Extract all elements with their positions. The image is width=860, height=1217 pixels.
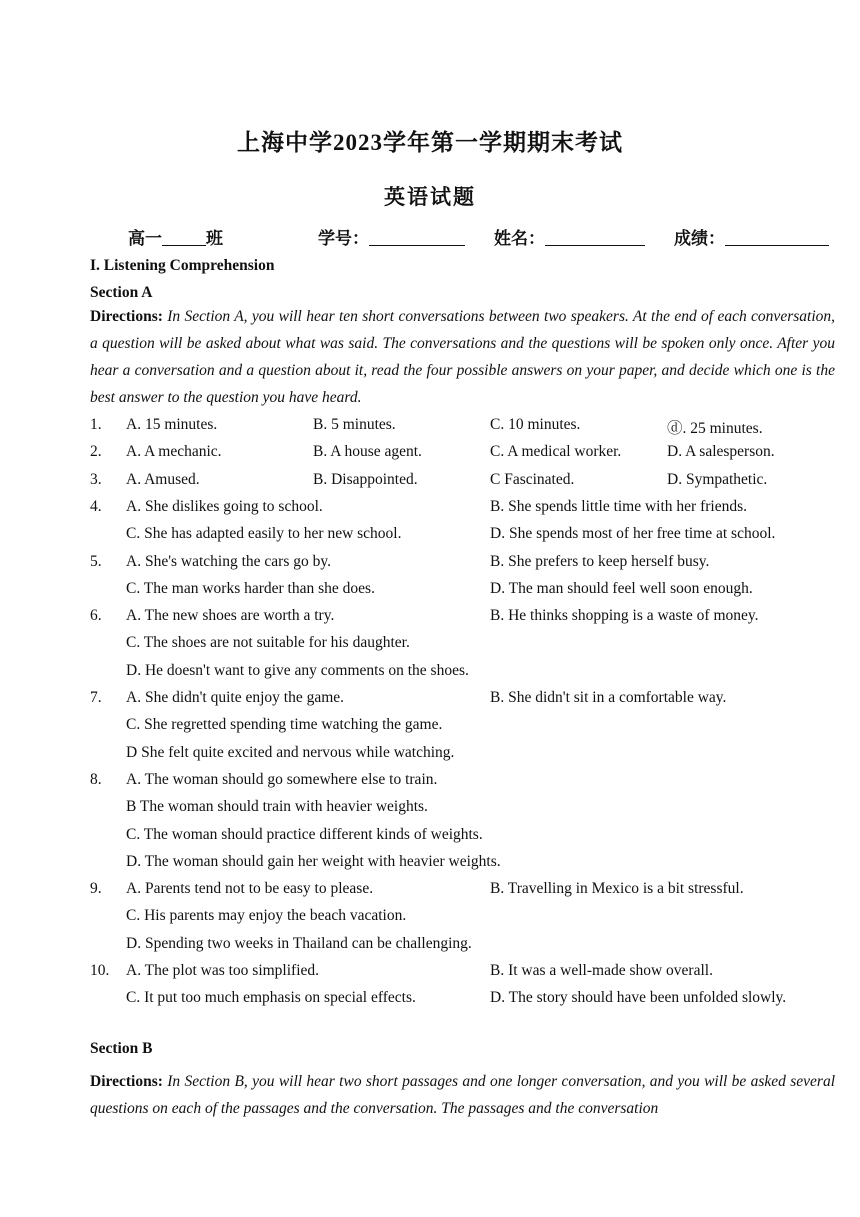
answer-option: A. The new shoes are worth a try.	[126, 607, 335, 625]
answer-option: D. A salesperson.	[667, 443, 775, 461]
answer-option: B. Disappointed.	[313, 470, 418, 488]
question-row	[0, 607, 860, 634]
question-row	[0, 744, 860, 771]
question-row	[0, 962, 860, 989]
answer-option: C. His parents may enjoy the beach vacation.	[126, 907, 407, 925]
exam-title: 上海中学2023学年第一学期期末考试	[237, 130, 623, 155]
answer-option: B. A house agent.	[313, 443, 422, 461]
question-row	[0, 416, 860, 443]
part-heading: I. Listening Comprehension	[90, 257, 275, 274]
question-row	[0, 634, 860, 661]
answer-option: A. The plot was too simplified.	[126, 962, 320, 979]
name-field	[494, 224, 645, 249]
answer-option: ⓓ. 25 minutes.	[667, 420, 763, 437]
score-field	[674, 224, 829, 249]
answer-option: B. It was a well-made show overall.	[490, 962, 713, 979]
question-number: 4.	[90, 497, 102, 515]
question-number: 9.	[90, 880, 102, 898]
question-row	[0, 525, 860, 552]
class-suffix: 班	[206, 229, 223, 248]
exam-subtitle: 英语试题	[384, 185, 476, 209]
answer-option: D. She spends most of her free time at school.	[490, 525, 776, 543]
question-number: 8.	[90, 770, 102, 788]
answer-option: B. He thinks shopping is a waste of money.	[490, 607, 759, 625]
question-number: 1.	[90, 416, 102, 433]
answer-option: C. The woman should practice different kinds of weights.	[126, 825, 483, 843]
student-id-field	[318, 224, 465, 249]
answer-option: B. She spends little time with her friends.	[490, 497, 748, 515]
section-a-directions	[90, 303, 835, 411]
name-label: 姓名：	[494, 229, 545, 248]
answer-option: A. A mechanic.	[126, 443, 222, 461]
section-b-directions-label: Directions:	[90, 1073, 163, 1090]
class-field	[128, 224, 223, 249]
answer-option: C. It put too much emphasis on special effects.	[126, 989, 416, 1007]
answer-option: B. She prefers to keep herself busy.	[490, 552, 710, 570]
answer-option: C. The man works harder than she does.	[126, 579, 375, 597]
question-row	[0, 826, 860, 853]
question-row	[0, 880, 860, 907]
answer-option: D. He doesn't want to give any comments on the shoes.	[126, 661, 469, 679]
question-row	[0, 989, 860, 1016]
answer-option: C. A medical worker.	[490, 443, 622, 461]
class-label: 高一	[128, 229, 162, 248]
answer-option: D. The story should have been unfolded slowly.	[490, 989, 787, 1007]
answer-option: B. Travelling in Mexico is a bit stressful.	[490, 880, 744, 898]
question-row	[0, 471, 860, 498]
section-a-heading: Section A	[90, 284, 153, 301]
question-row	[0, 580, 860, 607]
answer-option: C. The shoes are not suitable for his daughter.	[126, 634, 410, 652]
answer-option: C Fascinated.	[490, 470, 575, 488]
question-number: 2.	[90, 443, 102, 461]
section-a-directions-text: In Section A, you will hear ten short conversations between two speakers. At the end of each conversation, a question will be asked about what was said. The conversations and the questions will be spoken only once. After you hear a conversation and a question about it, read the four possible answers on your paper, and decide which one is the best answer to the question you have heard.	[90, 308, 835, 406]
answer-option: D. The man should feel well soon enough.	[490, 579, 753, 597]
question-row	[0, 798, 860, 825]
answer-option: C. She has adapted easily to her new school.	[126, 525, 402, 543]
student-id-blank	[369, 229, 465, 246]
question-row	[0, 498, 860, 525]
student-info-line	[0, 224, 860, 254]
question-row	[0, 716, 860, 743]
question-row	[0, 907, 860, 934]
answer-option: A. Parents tend not to be easy to please.	[126, 880, 374, 898]
name-blank	[545, 229, 645, 246]
answer-option: D. Sympathetic.	[667, 470, 768, 488]
answer-option: A. 15 minutes.	[126, 416, 218, 433]
answer-option: D She felt quite excited and nervous while watching.	[126, 743, 455, 761]
student-id-label: 学号：	[318, 229, 369, 248]
answer-option: D. The woman should gain her weight with heavier weights.	[126, 852, 501, 870]
answer-option: A. She dislikes going to school.	[126, 497, 323, 515]
class-blank	[162, 229, 206, 246]
question-row	[0, 771, 860, 798]
question-number: 6.	[90, 607, 102, 625]
section-a-directions-label: Directions:	[90, 308, 163, 325]
question-number: 3.	[90, 470, 102, 488]
question-row	[0, 935, 860, 962]
question-row	[0, 853, 860, 880]
answer-option: C. She regretted spending time watching the game.	[126, 716, 443, 734]
question-number: 7.	[90, 689, 102, 706]
question-row	[0, 443, 860, 470]
answer-option: A. She didn't quite enjoy the game.	[126, 689, 345, 706]
section-b-heading: Section B	[90, 1040, 153, 1057]
question-row	[0, 553, 860, 580]
section-b-directions-text: In Section B, you will hear two short passages and one longer conversation, and you will be asked several questions on each of the passages and the conversation. The passages and the conversation	[90, 1073, 836, 1117]
answer-option: D. Spending two weeks in Thailand can be challenging.	[126, 934, 472, 952]
answer-option: B. 5 minutes.	[313, 416, 396, 433]
answer-option: A. Amused.	[126, 470, 200, 488]
question-number: 5.	[90, 552, 102, 570]
score-blank	[725, 229, 829, 246]
section-b-directions	[90, 1068, 835, 1122]
question-row	[0, 689, 860, 716]
answer-option: A. The woman should go somewhere else to train.	[126, 770, 438, 788]
answer-option: B. She didn't sit in a comfortable way.	[490, 689, 727, 706]
question-row	[0, 662, 860, 689]
answer-option: B The woman should train with heavier weights.	[126, 798, 428, 816]
question-number: 10.	[90, 962, 110, 979]
score-label: 成绩：	[674, 229, 725, 248]
answer-option: C. 10 minutes.	[490, 416, 581, 433]
answer-option: A. She's watching the cars go by.	[126, 552, 331, 570]
